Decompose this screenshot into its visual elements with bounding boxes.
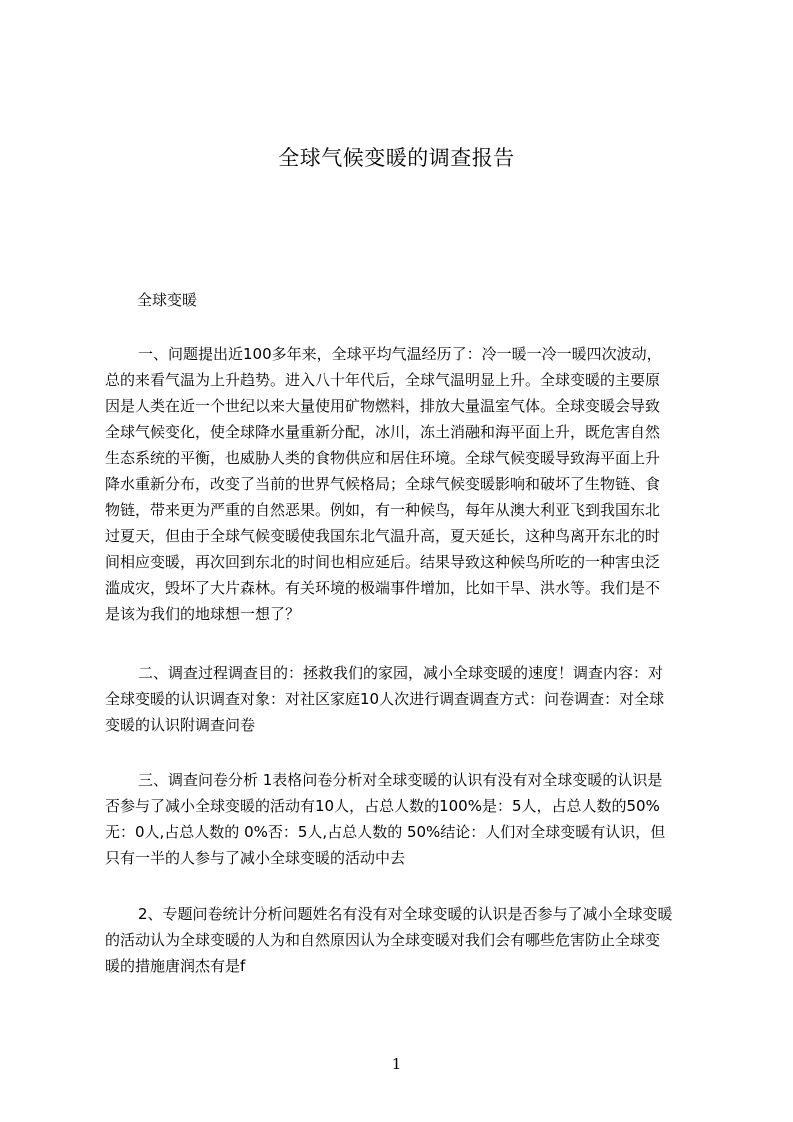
paragraph-line: 二、调查过程调查目的：拯救我们的家园，减小全球变暖的速度！调查内容：对 (138, 664, 664, 682)
paragraph-line: 总的来看气温为上升趋势。进入八十年代后，全球气温明显上升。全球变暖的主要原 (105, 371, 661, 389)
paragraph-line: 2、专题问卷统计分析问题姓名有没有对全球变暖的认识是否参与了减小全球变暖 (138, 905, 673, 923)
paragraph-line: 只有一半的人参与了减小全球变暖的活动中去 (105, 849, 406, 867)
paragraph-survey-process (105, 660, 697, 738)
page-number: 1 (391, 1055, 402, 1073)
paragraph-line: 全球变暖的认识调查对象：对社区家庭10人次进行调查调查方式：问卷调查：对全球 (105, 690, 665, 708)
paragraph-line: 因是人类在近一个世纪以来大量使用矿物燃料，排放大量温室气体。全球变暖会导致 (105, 397, 661, 415)
paragraph-line: 过夏天，但由于全球气候变暖使我国东北气温升高，夏天延长，这种鸟离开东北的时 (105, 527, 661, 545)
paragraph-line: 生态系统的平衡，也威胁人类的食物供应和居住环境。全球气候变暖导致海平面上升 (105, 449, 661, 467)
paragraph-line: 无：0人,占总人数的 0%否：5人,占总人数的 50%结论：人们对全球变暖有认识，但 (105, 823, 666, 841)
paragraph-topic-statistics (105, 901, 697, 979)
paragraph-problem-statement (105, 341, 697, 627)
paragraph-line: 变暖的认识附调查问卷 (105, 716, 256, 734)
page-title: 全球气候变暖的调查报告 (278, 146, 515, 170)
paragraph-line: 滥成灾，毁坏了大片森林。有关环境的极端事件增加，比如干旱、洪水等。我们是不 (105, 579, 661, 597)
paragraph-line: 三、调查问卷分析 1表格问卷分析对全球变暖的认识有没有对全球变暖的认识是 (138, 771, 663, 789)
paragraph-line: 物链，带来更为严重的自然恶果。例如，有一种候鸟，每年从澳大利亚飞到我国东北 (105, 501, 661, 519)
paragraph-line: 一、问题提出近100多年来，全球平均气温经历了：冷一暖一冷一暖四次波动， (138, 345, 662, 363)
paragraph-line: 间相应变暖，再次回到东北的时间也相应延后。结果导致这种候鸟所吃的一种害虫泛 (105, 553, 661, 571)
section-heading: 全球变暖 (137, 291, 198, 309)
paragraph-questionnaire-analysis (105, 767, 697, 871)
paragraph-line: 降水重新分布，改变了当前的世界气候格局；全球气候变暖影响和破坏了生物链、食 (105, 475, 661, 493)
paragraph-line: 全球气候变化，使全球降水量重新分配，冰川，冻土消融和海平面上升，既危害自然 (105, 423, 661, 441)
paragraph-line: 是该为我们的地球想一想了？ (105, 605, 301, 623)
paragraph-line: 的活动认为全球变暖的人为和自然原因认为全球变暖对我们会有哪些危害防止全球变 (105, 931, 661, 949)
paragraph-line: 否参与了减小全球变暖的活动有10人，占总人数的100%是：5人，占总人数的50% (105, 797, 660, 815)
paragraph-line: 暖的措施唐润杰有是f (105, 957, 246, 975)
